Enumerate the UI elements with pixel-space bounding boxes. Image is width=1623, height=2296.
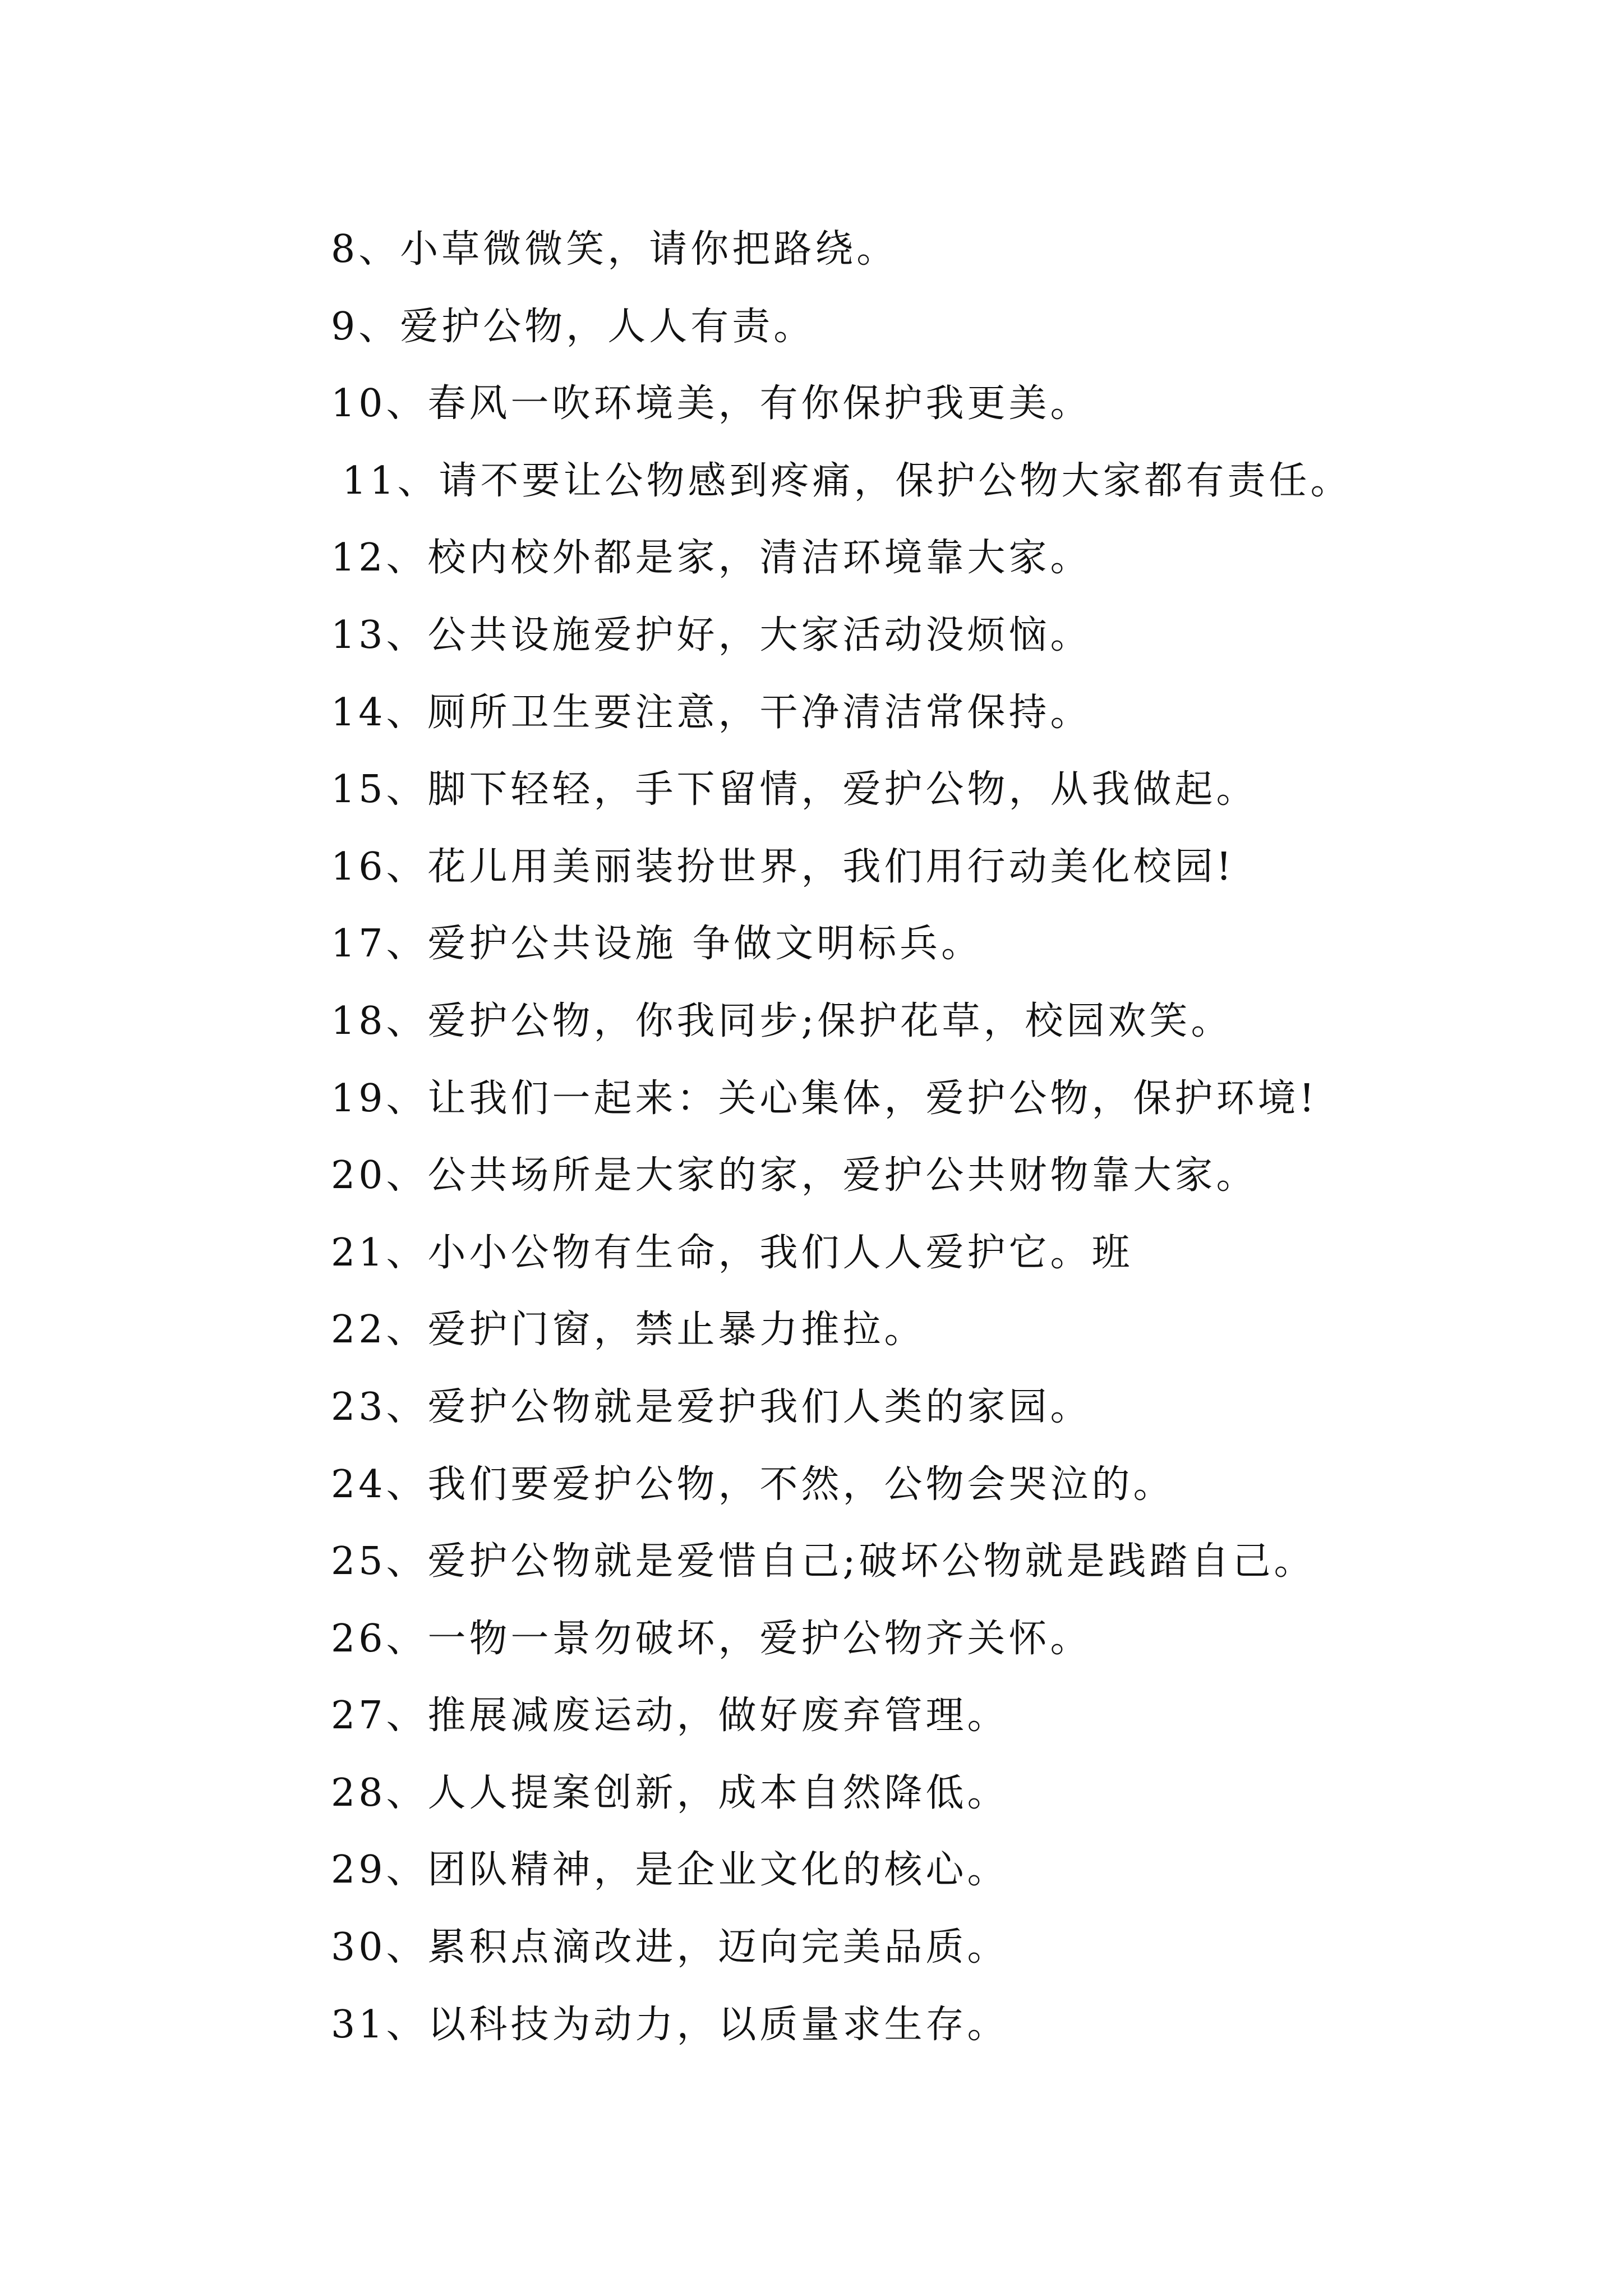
list-item: 12、校内校外都是家，清洁环境靠大家。 [331, 536, 1092, 581]
slogan-list [331, 211, 1509, 2063]
list-item: 16、花儿用美丽装扮世界，我们用行动美化校园! [331, 844, 1235, 889]
list-item: 17、爱护公共设施 争做文明标兵。 [331, 922, 983, 967]
list-item: 24、我们要爱护公物，不然，公物会哭泣的。 [331, 1462, 1175, 1507]
list-item: 15、脚下轻轻，手下留情，爱护公物，从我做起。 [331, 767, 1258, 812]
list-item: 8、小草微微笑，请你把路绕。 [331, 227, 898, 272]
list-item: 13、公共设施爱护好，大家活动没烦恼。 [331, 613, 1092, 657]
list-item: 10、春风一吹环境美，有你保护我更美。 [331, 381, 1092, 426]
list-item: 26、一物一景勿破坏，爱护公物齐关怀。 [331, 1616, 1092, 1661]
list-item: 18、爱护公物，你我同步;保护花草，校园欢笑。 [331, 999, 1233, 1043]
list-item: 23、爱护公物就是爱护我们人类的家园。 [331, 1384, 1092, 1429]
list-item: 30、累积点滴改进，迈向完美品质。 [331, 1925, 1009, 1970]
list-item: 9、爱护公物，人人有责。 [331, 304, 815, 349]
list-item: 21、小小公物有生命，我们人人爱护它。班 [331, 1230, 1133, 1275]
list-item: 14、厕所卫生要注意，干净清洁常保持。 [331, 690, 1092, 735]
list-item: 29、团队精神，是企业文化的核心。 [331, 1848, 1009, 1893]
list-item: 20、公共场所是大家的家，爱护公共财物靠大家。 [331, 1153, 1258, 1198]
list-item: 22、爱护门窗，禁止暴力推拉。 [331, 1308, 926, 1352]
list-item: 31、以科技为动力，以质量求生存。 [331, 2002, 1009, 2047]
list-item: 11、请不要让公物感到疼痛，保护公物大家都有责任。 [342, 458, 1352, 503]
list-item: 28、人人提案创新，成本自然降低。 [331, 1770, 1009, 1815]
list-item: 25、爱护公物就是爱惜自己;破坏公物就是践踏自己。 [331, 1539, 1316, 1584]
list-item: 27、推展减废运动，做好废弃管理。 [331, 1694, 1009, 1738]
list-item: 19、让我们一起来：关心集体，爱护公物，保护环境! [331, 1076, 1318, 1121]
